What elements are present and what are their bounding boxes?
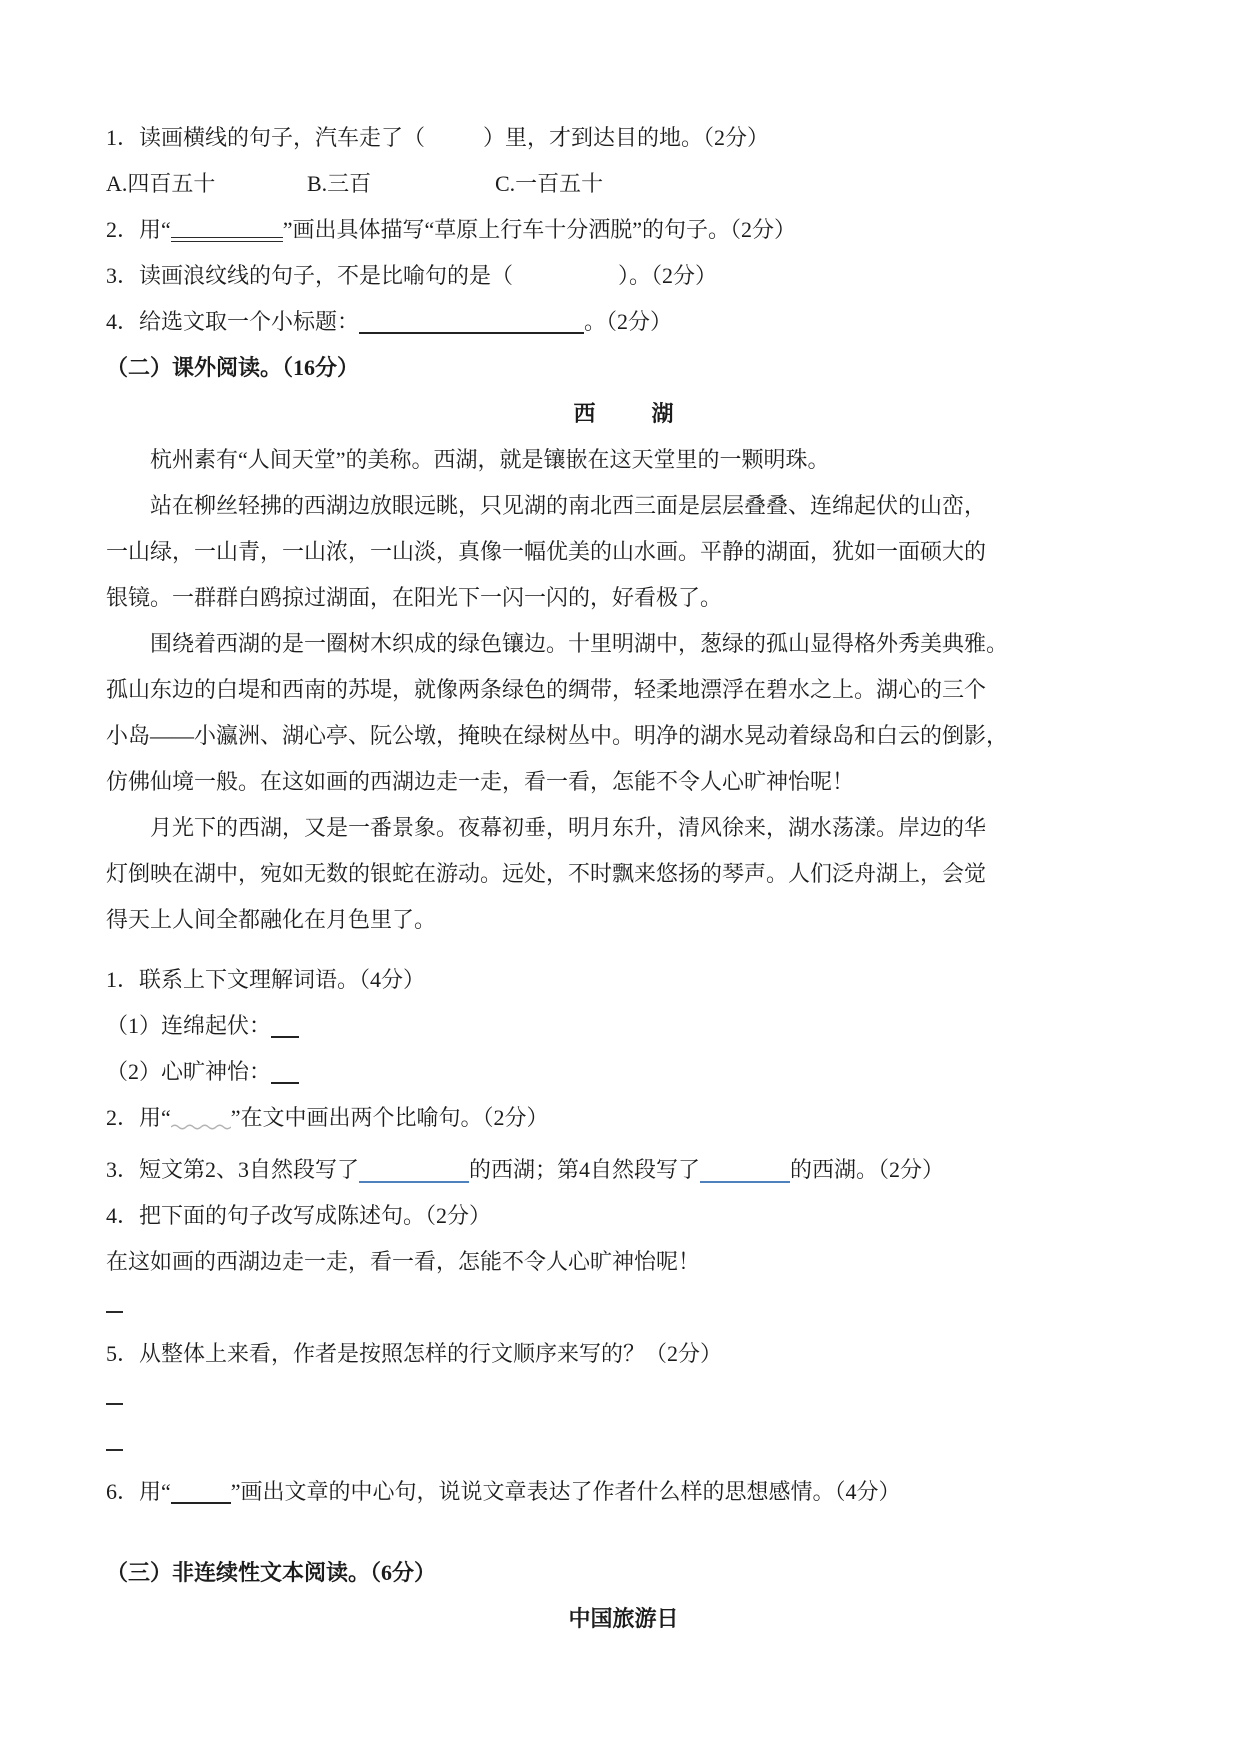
question-1-text-post: ）里，才到达目的地。（2分） xyxy=(483,125,770,150)
passage-line: 一山绿，一山青，一山浓，一山淡，真像一幅优美的山水画。平静的湖面，犹如一面硕大的 xyxy=(106,539,987,564)
answer-line-row xyxy=(106,1377,1141,1423)
section-3-title: 中国旅游日 xyxy=(568,1606,679,1631)
reading-question-1b xyxy=(106,1049,1141,1095)
question-1 xyxy=(106,115,1141,161)
reading-question-4-sentence: 在这如画的西湖边走一走，看一看，怎能不令人心旷神怡呢！ xyxy=(106,1249,701,1274)
passage-line: 仿佛仙境一般。在这如画的西湖边走一走，看一看，怎能不令人心旷神怡呢！ xyxy=(106,769,855,794)
reading-question-1b-text: （2）心旷神怡： xyxy=(106,1059,272,1084)
answer-line xyxy=(106,1311,123,1313)
answer-blank xyxy=(171,1502,231,1504)
reading-question-3-text-1: 3．短文第2、3自然段写了 xyxy=(106,1157,360,1182)
passage-line: 孤山东边的白堤和西南的苏堤，就像两条绿色的绸带，轻柔地漂浮在碧水之上。湖心的三个 xyxy=(106,677,987,702)
question-1-options xyxy=(106,161,1141,207)
question-2-text-post: ”画出具体描写“草原上行车十分洒脱”的句子。（2分） xyxy=(282,217,797,242)
reading-question-4: 4．把下面的句子改写成陈述句。（2分） xyxy=(106,1203,492,1228)
question-3 xyxy=(106,253,1141,299)
question-3-text-pre: 3．读画浪纹线的句子，不是比喻句的是（ xyxy=(106,263,514,288)
answer-line xyxy=(106,1403,123,1405)
answer-line xyxy=(106,1449,123,1451)
answer-blank xyxy=(271,1036,299,1038)
reading-question-1a xyxy=(106,1003,1141,1049)
double-underline-blank xyxy=(171,237,283,242)
reading-question-6-text-post: ”画出文章的中心句，说说文章表达了作者什么样的思想感情。（4分） xyxy=(230,1479,901,1504)
passage-line: 杭州素有“人间天堂”的美称。西湖，就是镶嵌在这天堂里的一颗明珠。 xyxy=(150,447,830,472)
reading-question-1: 1．联系上下文理解词语。（4分） xyxy=(106,967,426,992)
reading-question-3 xyxy=(106,1147,1141,1193)
answer-line-row xyxy=(106,1285,1141,1331)
answer-blank xyxy=(359,332,584,334)
reading-question-3-text-3: 的西湖。（2分） xyxy=(790,1157,945,1182)
passage-line: 灯倒映在湖中，宛如无数的银蛇在游动。远处，不时飘来悠扬的琴声。人们泛舟湖上，会觉 xyxy=(106,861,987,886)
question-2 xyxy=(106,207,1141,253)
reading-question-2-text-pre: 2．用“ xyxy=(106,1105,171,1130)
question-1-text-pre: 1．读画横线的句子，汽车走了（ xyxy=(106,125,426,150)
passage-title xyxy=(106,391,1141,437)
reading-question-2-text-post: ”在文中画出两个比喻句。（2分） xyxy=(230,1105,549,1130)
option-a: A.四百五十 xyxy=(106,171,216,196)
passage-title-text: 西湖 xyxy=(573,401,730,426)
question-4 xyxy=(106,299,1141,345)
reading-question-2 xyxy=(106,1095,1141,1147)
answer-blank xyxy=(271,1082,299,1084)
passage-line: 站在柳丝轻拂的西湖边放眼远眺，只见湖的南北西三面是层层叠叠、连绵起伏的山峦， xyxy=(150,493,987,518)
reading-question-3-text-2: 的西湖；第4自然段写了 xyxy=(469,1157,701,1182)
answer-blank-blue xyxy=(700,1181,790,1183)
passage-line: 月光下的西湖，又是一番景象。夜幕初垂，明月东升，清风徐来，湖水荡漾。岸边的华 xyxy=(150,815,987,840)
question-4-text-post: 。（2分） xyxy=(584,309,673,334)
option-b: B.三百 xyxy=(307,171,372,196)
passage-line: 围绕着西湖的是一圈树木织成的绿色镶边。十里明湖中，葱绿的孤山显得格外秀美典雅。 xyxy=(150,631,1009,656)
reading-question-5: 5．从整体上来看，作者是按照怎样的行文顺序来写的？（2分） xyxy=(106,1341,723,1366)
question-2-text-pre: 2．用“ xyxy=(106,217,171,242)
section-3-header: （三）非连续性文本阅读。（6分） xyxy=(106,1560,437,1585)
option-c: C.一百五十 xyxy=(495,171,604,196)
reading-question-6-text-pre: 6．用“ xyxy=(106,1479,171,1504)
passage-line: 银镜。一群群白鸥掠过湖面，在阳光下一闪一闪的，好看极了。 xyxy=(106,585,723,610)
passage-line: 小岛——小瀛洲、湖心亭、阮公墩，掩映在绿树丛中。明净的湖水晃动着绿岛和白云的倒影， xyxy=(106,723,1009,748)
question-3-text-post: ）。（2分） xyxy=(618,263,718,288)
question-4-text-pre: 4．给选文取一个小标题： xyxy=(106,309,360,334)
section-2-header: （二）课外阅读。（16分） xyxy=(106,355,360,380)
answer-blank-blue xyxy=(359,1181,469,1183)
wavy-line-blank xyxy=(171,1101,231,1147)
reading-question-1a-text: （1）连绵起伏： xyxy=(106,1013,272,1038)
passage-line: 得天上人间全都融化在月色里了。 xyxy=(106,907,437,932)
answer-line-row xyxy=(106,1423,1141,1469)
reading-question-6 xyxy=(106,1469,1141,1515)
